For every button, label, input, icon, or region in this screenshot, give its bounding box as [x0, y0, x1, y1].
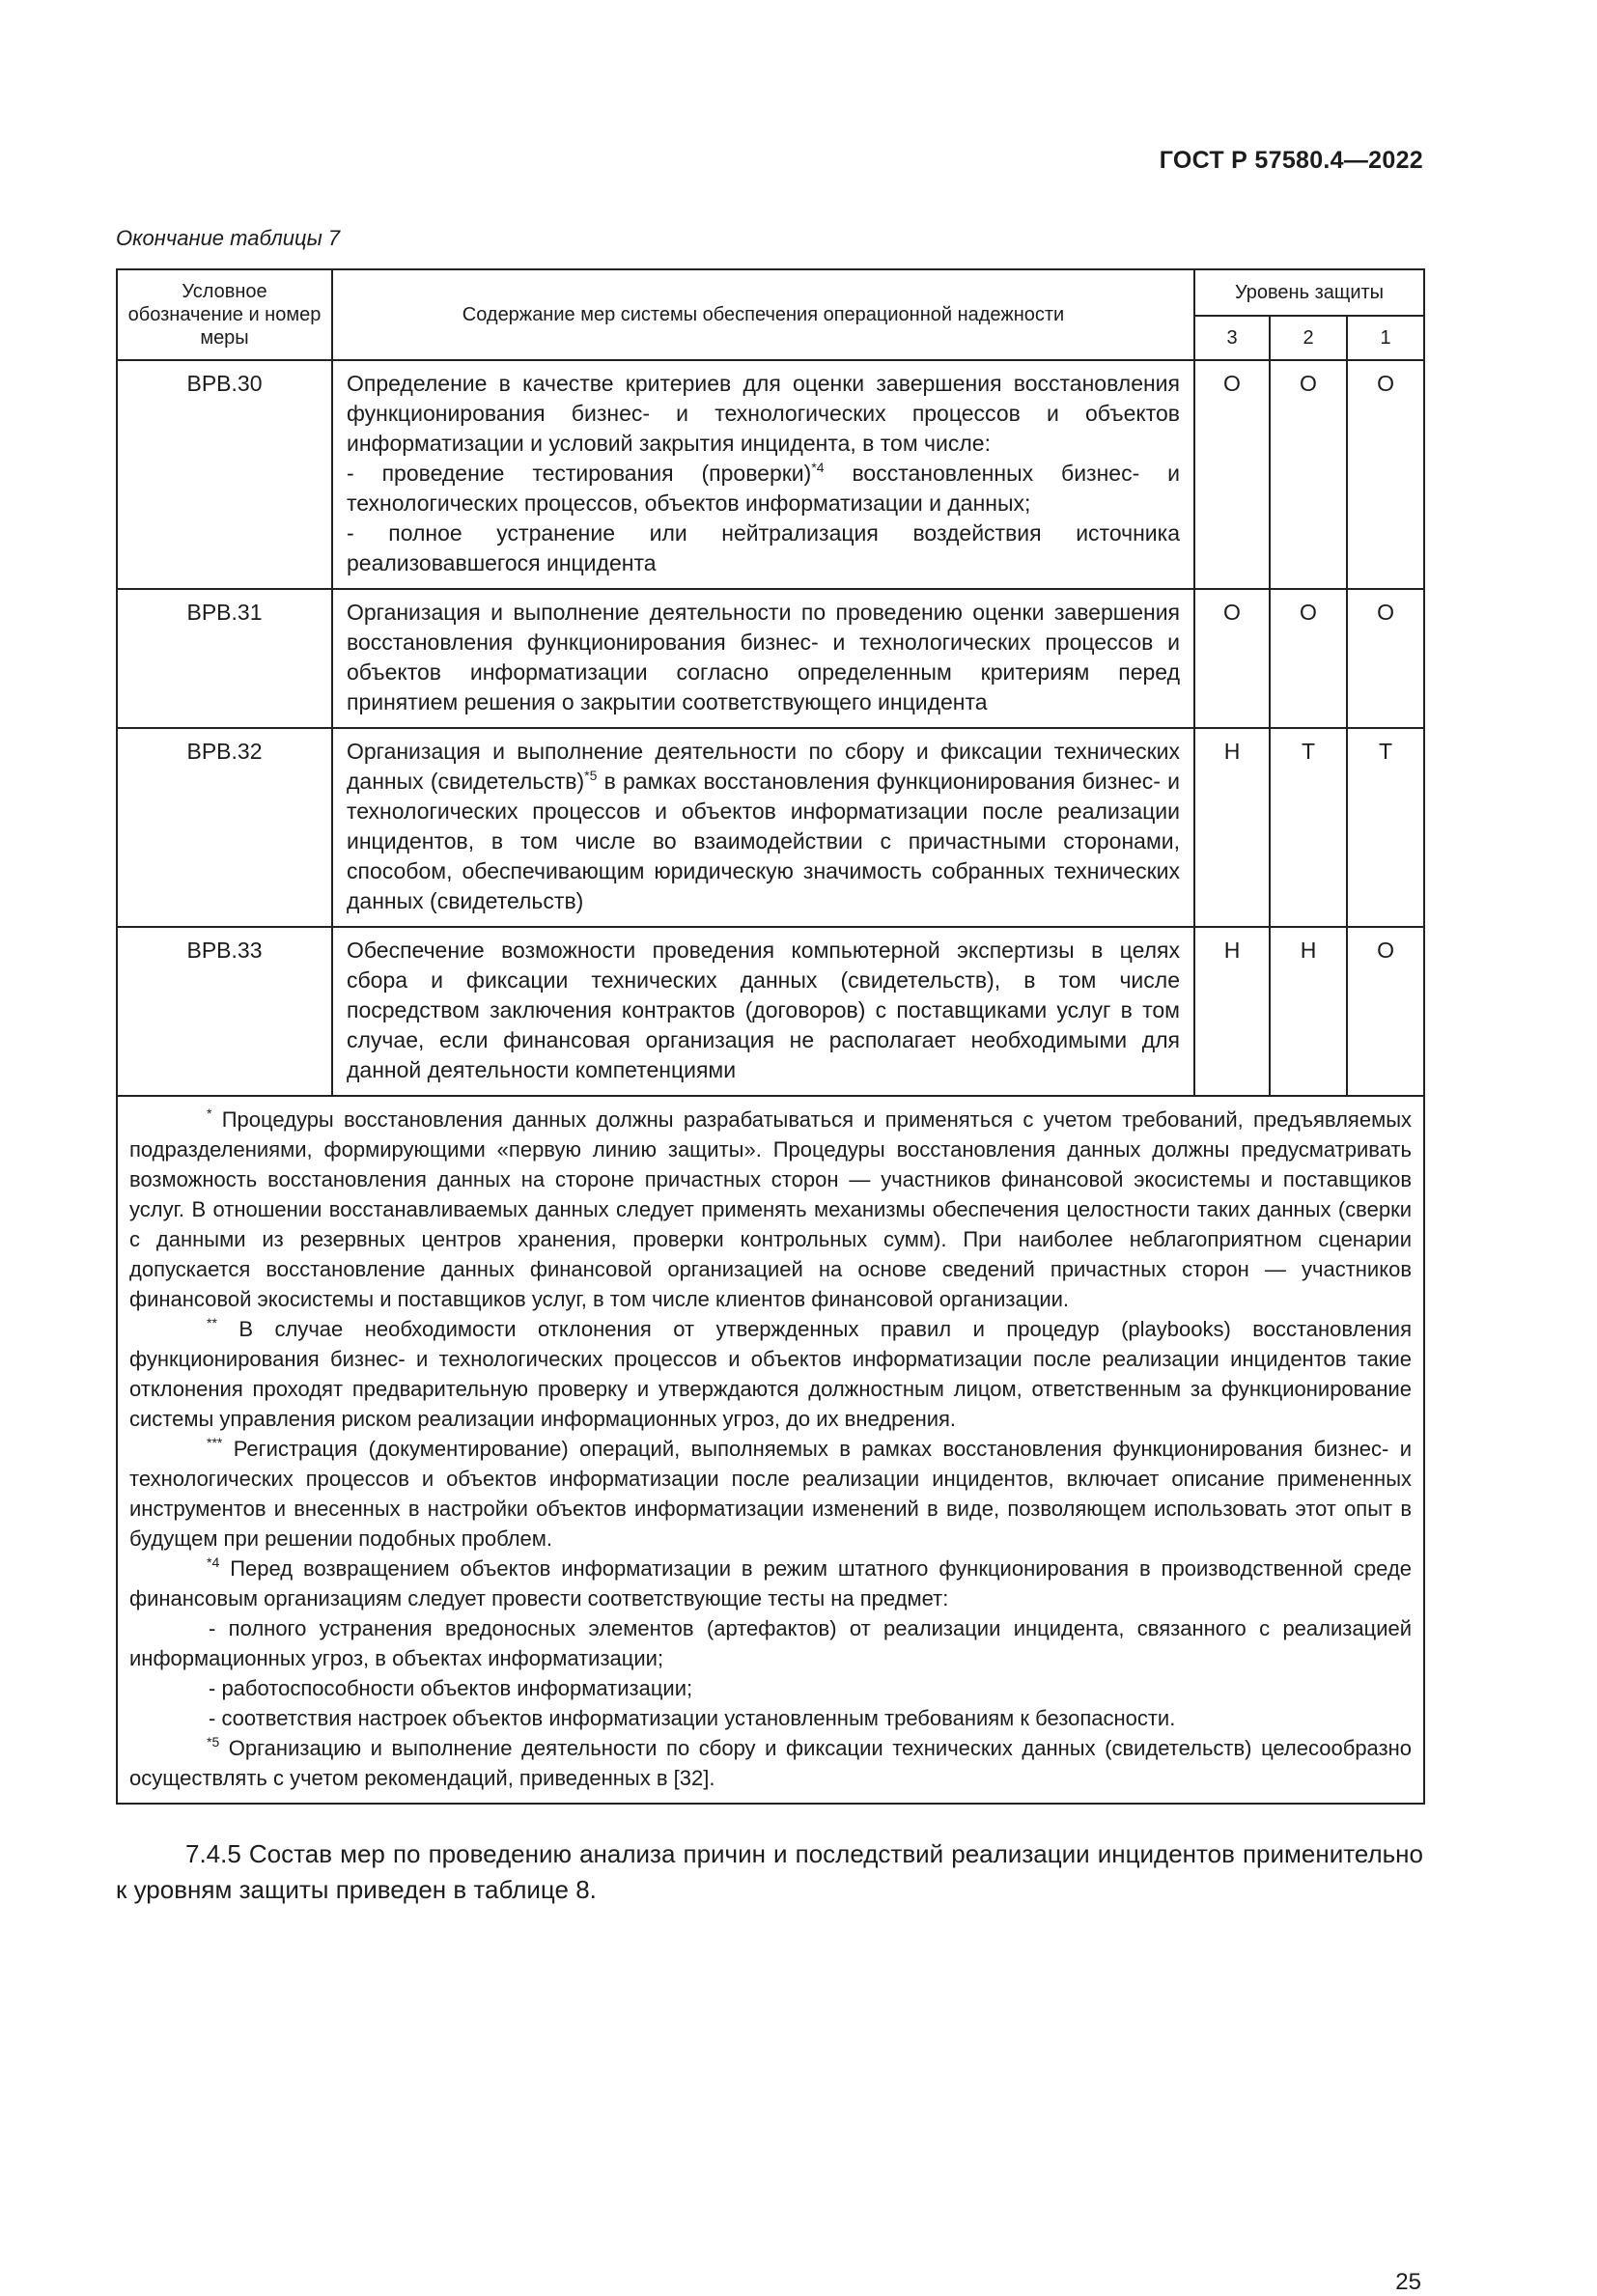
level-2-value: О	[1270, 589, 1347, 728]
level-3-value: Н	[1194, 927, 1270, 1096]
table-row	[117, 728, 1424, 927]
table-row	[117, 360, 1424, 589]
note-2: ** В случае необходимости отклонения от утвержденных правил и процедур (playbooks) восстановления функционирования бизнес- и технологических процессов и объектов информатизации после реализации инцидентов такие отклонения проходят предварительную проверку и утверждаются должностным лицом, ответственным за функционирование системы управления риском реализации информационных угроз, до их внедрения.	[129, 1315, 1413, 1431]
table-row	[117, 589, 1424, 728]
note-4-item: - соответствия настроек объектов информатизации установленным требованиям к безопасности.	[209, 1706, 1176, 1730]
table-row	[117, 927, 1424, 1096]
note-1: * Процедуры восстановления данных должны разрабатываться и применяться с учетом требований, предъявляемых подразделениями, формирующими «первую линию защиты». Процедуры восстановления данных должны предусматривать возможность восстановления данных на стороне причастных сторон — участников финансовой экосистемы и поставщиков услуг. В отношении восстанавливаемых данных следует применять механизмы обеспечения целостности таких данных (сверки с данными из резервных центров хранения, проверки контрольных сумм). При наиболее неблагоприятном сценарии допускается восстановление данных финансовой организацией на основе сведений причастных сторон — участников финансовой экосистемы и поставщиков услуг, в том числе клиентов финансовой организации.	[129, 1106, 1413, 1311]
level-3-value: Н	[1194, 728, 1270, 927]
note-4: $^{*4}$ Перед возвращением объектов информатизации в режим штатного функционирования в производственной среде финансовым организациям следует провести соответствующие тесты на предмет:	[129, 1554, 1413, 1610]
header-level-3: 3	[1194, 316, 1270, 360]
header-code: Условное обозначение и номер меры	[117, 269, 332, 360]
level-1-value: Т	[1347, 728, 1424, 927]
footnote-ref: *5	[584, 768, 598, 783]
measures-table	[116, 268, 1423, 1805]
level-2-value: Т	[1270, 728, 1347, 927]
section-paragraph: 7.4.5 Состав мер по проведению анализа причин и последствий реализации инцидентов применительно к уровням защиты приведен в таблице 8.	[116, 1839, 1423, 1904]
note-4-item: - работоспособности объектов информатизации;	[209, 1676, 693, 1700]
header-level-2: 2	[1270, 316, 1347, 360]
header-level-1: 1	[1347, 316, 1424, 360]
level-1-value: О	[1347, 927, 1424, 1096]
level-1-value: О	[1347, 589, 1424, 728]
measure-code: ВРВ.33	[117, 927, 332, 1096]
measure-code: ВРВ.31	[117, 589, 332, 728]
measure-text: Организация и выполнение деятельности по сбору и фиксации технических данных (свидетельств)$^{*5}$ в рамках восстановления функционирования бизнес- и технологических процессов и объектов информатизации после реализации инцидентов, в том числе во взаимодействии с причастными сторонами, способом, обеспечивающим юридическую значимость собранных технических данных (свидетельств)	[332, 728, 1194, 927]
level-3-value: О	[1194, 360, 1270, 589]
note-3: *** Регистрация (документирование) операций, выполняемых в рамках восстановления функционирования бизнес- и технологических процессов и объектов информатизации после реализации инцидентов, включает описание примененных инструментов и внесенных в настройки объектов информатизации изменений в виде, позволяющем использовать этот опыт в будущем при решении подобных проблем.	[129, 1435, 1413, 1551]
measure-code: ВРВ.30	[117, 360, 332, 589]
note-5: $^{*5}$ Организацию и выполнение деятельности по сбору и фиксации технических данных (свидетельств) целесообразно осуществлять с учетом рекомендаций, приведенных в [32].	[129, 1734, 1413, 1790]
measure-code: ВРВ.32	[117, 728, 332, 927]
table-notes	[117, 1096, 1424, 1804]
level-3-value: О	[1194, 589, 1270, 728]
level-1-value: О	[1347, 360, 1424, 589]
measure-text: Обеспечение возможности проведения компьютерной экспертизы в целях сбора и фиксации технических данных (свидетельств), в том числе посредством заключения контрактов (договоров) с поставщиками услуг в том случае, если финансовая организация не располагает необходимыми для данной деятельности компетенциями	[332, 927, 1194, 1096]
level-2-value: О	[1270, 360, 1347, 589]
table-caption: Окончание таблицы 7	[116, 226, 341, 250]
measure-text: Определение в качестве критериев для оценки завершения восстановления функционирования бизнес- и технологических процессов и объектов информатизации и условий закрытия инцидента, в том числе: - проведение тестирования (проверки)$^{*4}$ восстановленных бизнес- и технологических процессов, объектов информатизации и данных; - полное устранение или нейтрализация воздействия источника реализовавшегося инцидента	[332, 360, 1194, 589]
header-content: Содержание мер системы обеспечения операционной надежности	[332, 269, 1194, 360]
footnote-ref: *4	[811, 460, 825, 475]
measure-text: Организация и выполнение деятельности по проведению оценки завершения восстановления функционирования бизнес- и технологических процессов и объектов информатизации согласно определенным критериям перед принятием решения о закрытии соответствующего инцидента	[332, 589, 1194, 728]
level-2-value: Н	[1270, 927, 1347, 1096]
note-4-item: - полного устранения вредоносных элементов (артефактов) от реализации инцидента, связанного с реализацией информационных угроз, в объектах информатизации;	[129, 1616, 1413, 1670]
header-protection-level: Уровень защиты	[1194, 269, 1424, 316]
page-number: 25	[1395, 2269, 1421, 2295]
document-id: ГОСТ Р 57580.4—2022	[1159, 147, 1423, 174]
